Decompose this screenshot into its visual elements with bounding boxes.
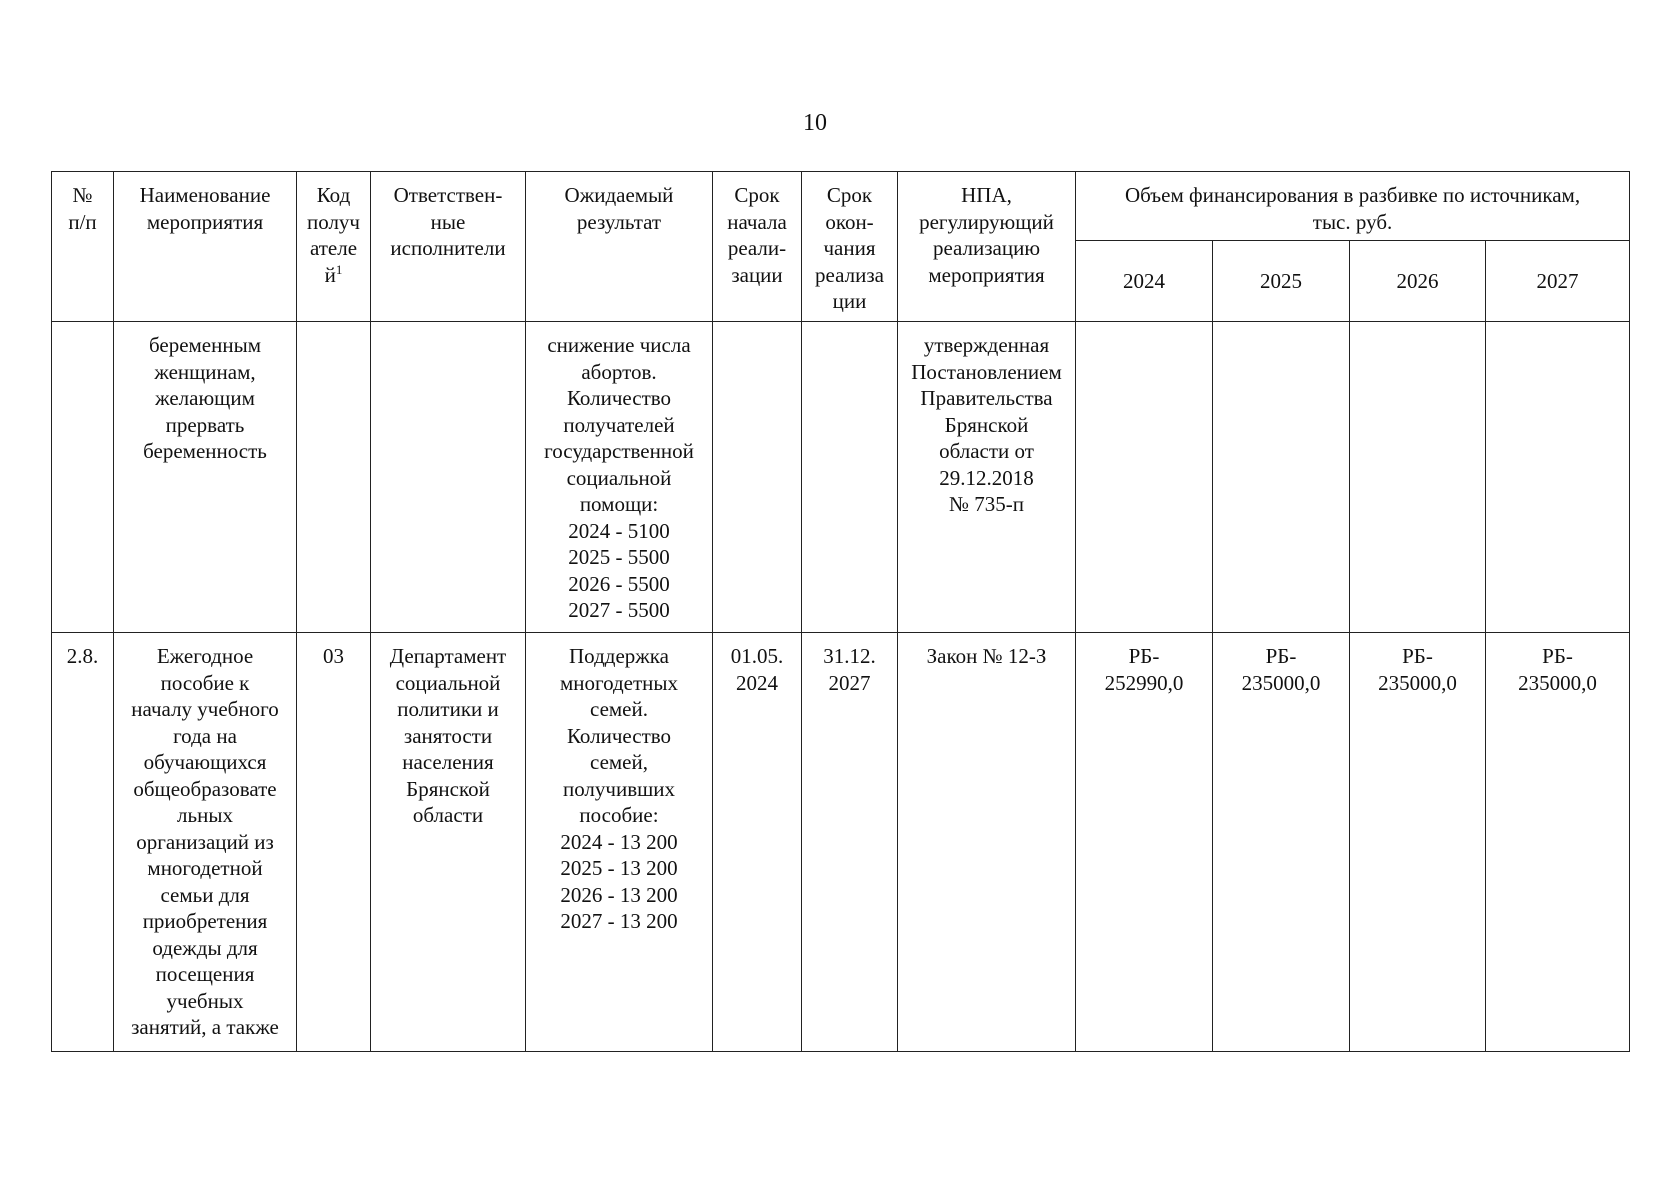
cell-code: 03 — [297, 633, 371, 1052]
header-code-text: Код получ ателе й — [306, 183, 360, 287]
header-code — [297, 172, 371, 322]
cell-finance-2027: РБ- 235000,0 — [1486, 633, 1630, 1052]
header-end: Срок окон- чания реализа ции — [802, 172, 898, 322]
cell-end — [802, 322, 898, 633]
cell-end: 31.12. 2027 — [802, 633, 898, 1052]
header-code-footnote: 1 — [335, 261, 343, 277]
cell-start: 01.05. 2024 — [713, 633, 802, 1052]
table-row — [52, 322, 1630, 633]
header-year-2027: 2027 — [1486, 241, 1630, 322]
header-num: № п/п — [52, 172, 114, 322]
cell-finance-2025 — [1213, 322, 1350, 633]
header-finance: Объем финансирования в разбивке по источникам, тыс. руб. — [1076, 172, 1630, 241]
cell-responsible — [371, 322, 526, 633]
cell-name: Ежегодное пособие к началу учебного года на обучающихся общеобразовате льных организаций из многодетной семьи для приобретения одежды для посещения учебных занятий, а также — [114, 633, 297, 1052]
cell-name: беременным женщинам, желающим прервать беременность — [114, 322, 297, 633]
header-name: Наименование мероприятия — [114, 172, 297, 322]
header-responsible: Ответствен- ные исполнители — [371, 172, 526, 322]
header-start: Срок начала реали- зации — [713, 172, 802, 322]
cell-result: снижение числа абортов. Количество получателей государственной социальной помощи: 2024 - 5100 2025 - 5500 2026 - 5500 2027 - 5500 — [526, 322, 713, 633]
cell-responsible: Департамент социальной политики и занятости населения Брянской области — [371, 633, 526, 1052]
cell-finance-2026 — [1350, 322, 1486, 633]
measures-table — [51, 171, 1630, 1052]
cell-result: Поддержка многодетных семей. Количество семей, получивших пособие: 2024 - 13 200 2025 - 13 200 2026 - 13 200 2027 - 13 200 — [526, 633, 713, 1052]
header-year-2024: 2024 — [1076, 241, 1213, 322]
header-year-2026: 2026 — [1350, 241, 1486, 322]
page-number: 10 — [803, 110, 827, 136]
cell-num — [52, 322, 114, 633]
header-year-2025: 2025 — [1213, 241, 1350, 322]
header-npa: НПА, регулирующий реализацию мероприятия — [898, 172, 1076, 322]
cell-finance-2024: РБ- 252990,0 — [1076, 633, 1213, 1052]
cell-code — [297, 322, 371, 633]
cell-npa: Закон № 12-З — [898, 633, 1076, 1052]
cell-finance-2024 — [1076, 322, 1213, 633]
header-row — [52, 172, 1630, 241]
header-result: Ожидаемый результат — [526, 172, 713, 322]
cell-start — [713, 322, 802, 633]
cell-num: 2.8. — [52, 633, 114, 1052]
cell-finance-2027 — [1486, 322, 1630, 633]
table-row — [52, 633, 1630, 1052]
cell-finance-2025: РБ- 235000,0 — [1213, 633, 1350, 1052]
cell-npa: утвержденная Постановлением Правительства Брянской области от 29.12.2018 № 735-п — [898, 322, 1076, 633]
cell-finance-2026: РБ- 235000,0 — [1350, 633, 1486, 1052]
